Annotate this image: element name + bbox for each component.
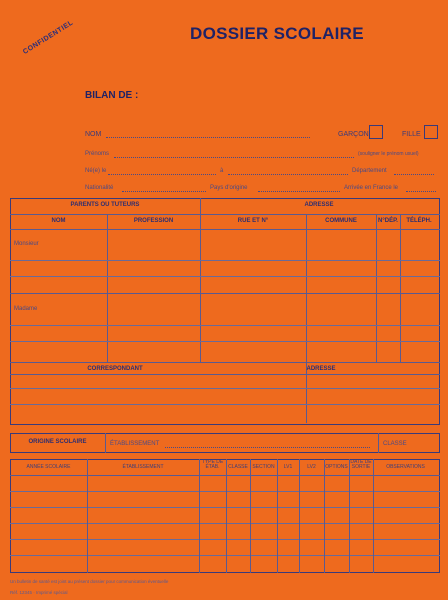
- col-ndep: N°DÉP.: [378, 218, 398, 224]
- parents-header: PARENTS OU TUTEURS: [70, 202, 140, 208]
- madame-label: Madame: [14, 306, 38, 312]
- pays-origine-label: Pays d'origine: [210, 185, 248, 191]
- nom-label: NOM: [85, 131, 102, 138]
- classe-label: CLASSE: [383, 441, 407, 447]
- hist-col-lv1: LV1: [283, 464, 293, 470]
- arrivee-field[interactable]: [406, 191, 436, 192]
- departement-field[interactable]: [394, 174, 434, 175]
- hist-col-observations: OBSERVATIONS: [386, 464, 425, 470]
- confidential-stamp: CONFIDENTIEL: [22, 19, 75, 56]
- nom-field[interactable]: [106, 137, 310, 138]
- ne-field[interactable]: [108, 174, 216, 175]
- prenoms-label: Prénoms: [85, 151, 110, 157]
- origine-label: ORIGINE SCOLAIRE: [28, 439, 87, 445]
- footer-note: Un bulletin de santé est joint au présent dossier pour communication éventuelle: [10, 579, 169, 584]
- fille-label: FILLE: [402, 131, 421, 138]
- hist-col-classe: CLASSE: [228, 464, 248, 470]
- nationalite-label: Nationalité: [85, 185, 114, 191]
- arrivee-label: Arrivée en France le: [344, 185, 399, 191]
- prenoms-hint: (souligner le prénom usuel): [358, 151, 419, 157]
- ne-label: Né(e) le: [85, 168, 107, 174]
- hist-col-type: TYPE DE ÉTAB.: [201, 459, 224, 470]
- col-rue: RUE ET N°: [237, 218, 269, 224]
- monsieur-label: Monsieur: [14, 241, 39, 247]
- fille-checkbox[interactable]: [424, 125, 438, 139]
- hist-col-annee: ANNÉE SCOLAIRE: [26, 464, 71, 470]
- etablissement-label: ÉTABLISSEMENT: [110, 441, 160, 447]
- a-label: à: [220, 168, 224, 174]
- hist-col-section: SECTION: [252, 464, 275, 470]
- footer-ref: Réf. 12345 · Imprimé spécial: [10, 590, 68, 595]
- garcon-label: GARÇON: [338, 131, 369, 138]
- bilan-label: BILAN DE :: [85, 90, 139, 101]
- hist-col-etablissement: ÉTABLISSEMENT: [122, 464, 164, 470]
- adresse-header: ADRESSE: [304, 202, 334, 208]
- correspondant-adresse-header: ADRESSE: [306, 366, 336, 372]
- departement-label: Département: [352, 168, 387, 174]
- nationalite-field[interactable]: [122, 191, 206, 192]
- correspondant-header: CORRESPONDANT: [87, 366, 143, 372]
- hist-col-date-sortie: DATE DE SORTIE: [350, 459, 372, 470]
- col-profession: PROFESSION: [133, 218, 174, 224]
- col-telephone: TÉLÉPH.: [406, 218, 432, 224]
- hist-col-lv2: LV2: [307, 464, 316, 470]
- hist-col-options: OPTIONS: [325, 464, 348, 470]
- pays-origine-field[interactable]: [258, 191, 340, 192]
- prenoms-field[interactable]: [114, 157, 354, 158]
- garcon-checkbox[interactable]: [369, 125, 383, 139]
- page-title: DOSSIER SCOLAIRE: [190, 24, 364, 43]
- etablissement-field[interactable]: [165, 447, 370, 448]
- col-nom: NOM: [51, 218, 66, 224]
- col-commune: COMMUNE: [325, 218, 357, 224]
- a-field[interactable]: [228, 174, 348, 175]
